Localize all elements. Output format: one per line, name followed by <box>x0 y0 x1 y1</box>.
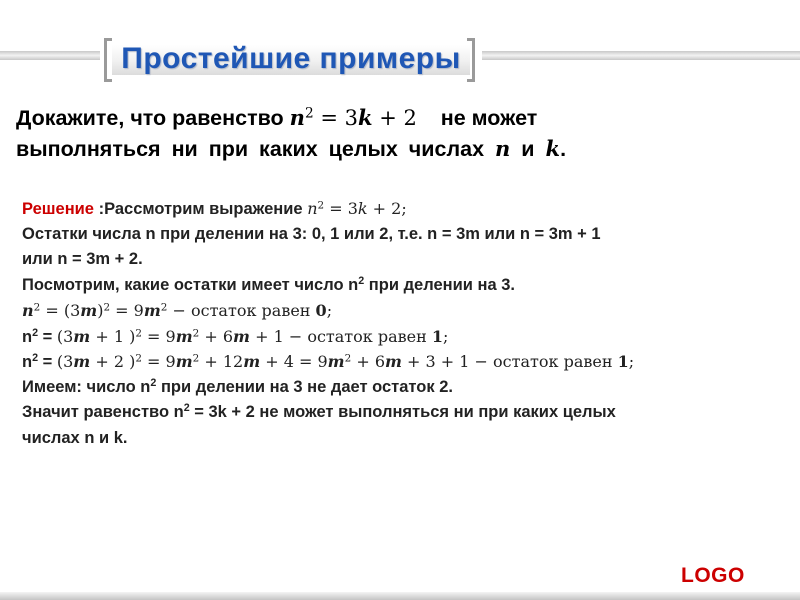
slide-title: Простейшие примеры <box>121 42 461 75</box>
solution-line-2: Остатки числа n при делении на 3: 0, 1 или 2, т.е. n = 3m или n = 3m + 1 <box>22 224 601 243</box>
logo: LOGO <box>681 564 745 587</box>
case-remainder-0: $n^2 = (3m)^2 = 9m^2$ − остаток равен 0; <box>22 301 333 320</box>
header-decor-right <box>482 51 800 60</box>
case-remainder-1: $n^2 = (3m + 1$ )$^2 = 9m^2 + 6m + 1$ − остаток равен 1; <box>22 326 449 346</box>
title-bracket-left <box>104 38 112 82</box>
conclusion-line-1: Имеем: число $n^2$ при делении на 3 не дает остаток 2. <box>22 376 453 396</box>
problem-text-1: Докажите, что равенство <box>16 106 284 130</box>
solution-line-3: или n = 3m + 2. <box>22 250 143 268</box>
problem-equation: $n^2 = 3k + 2$ <box>289 105 417 130</box>
conclusion-line-2: Значит равенство $n^2 = 3k + 2$ не может выполняться ни при каких целых <box>22 402 616 421</box>
case-remainder-2: $n^2 = (3m + 2$ )$^2 = 9m^2 + 12m + 4 = 9m^2 + 6m + 3 + 1$ − остаток равен 1; <box>22 352 635 371</box>
footer-bar <box>0 592 800 600</box>
problem-text-tail: не может <box>440 106 538 130</box>
solution-line-4: Посмотрим, какие остатки имеет число $n^2$ при делении на 3. <box>22 274 515 294</box>
problem-line-2: выполняться ни при каких целых числах n и k. <box>16 136 567 161</box>
conclusion-line-3: числах n и k. <box>22 428 128 447</box>
header-decor-left <box>0 51 100 60</box>
problem-line-1 <box>16 104 537 132</box>
solution-intro: Решение :Рассмотрим выражение $n^2 = 3k + 2$; <box>22 199 407 218</box>
solution-label: Решение <box>22 200 94 218</box>
solution-block <box>22 196 792 451</box>
